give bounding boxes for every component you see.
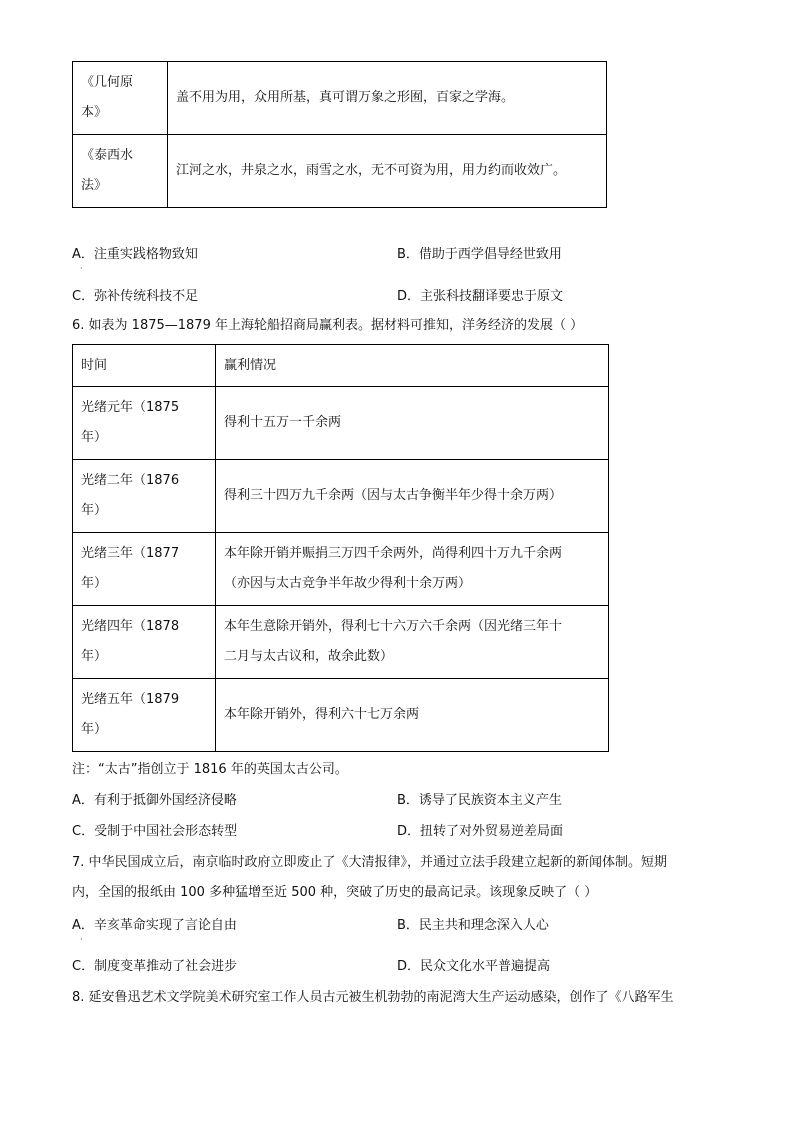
book-title-line: 本》 xyxy=(81,105,108,120)
time-line: 年） xyxy=(81,576,108,591)
book-title-cell xyxy=(73,62,168,135)
book-title-line: 《泰西水 xyxy=(81,148,134,163)
q5-option-d: D．主张科技翻译要忠于原文 xyxy=(397,289,564,304)
q7-stem-line: 7. 中华民国成立后，南京临时政府立即废止了《大清报律》，并通过立法手段建立起新的新闻体制。短期 xyxy=(72,855,668,870)
q6-option-a: A．有利于抵御外国经济侵略 xyxy=(72,793,237,808)
profit-line: 本年生意除开销外，得利七十六万六千余两（因光绪三年十 xyxy=(224,619,563,634)
time-cell xyxy=(73,460,216,533)
time-line: 年） xyxy=(81,430,108,445)
profit-line: 二月与太古议和，故余此数） xyxy=(224,649,394,664)
quote-cell: 盖不用为用，众用所基，真可谓万象之形囿，百家之学海。 xyxy=(168,62,607,135)
table-row xyxy=(73,533,609,606)
q6-option-d: D．扭转了对外贸易逆差局面 xyxy=(397,824,564,839)
profit-line: 本年除开销外，得利六十七万余两 xyxy=(224,707,420,722)
profit-cell xyxy=(216,679,609,752)
profit-cell xyxy=(216,606,609,679)
book-title-line: 法》 xyxy=(81,178,108,193)
q5-option-c: C．弥补传统科技不足 xyxy=(72,289,199,304)
table-row xyxy=(73,606,609,679)
q8-stem-line: 8. 延安鲁迅艺术文学院美术研究室工作人员古元被生机勃勃的南泥湾大生产运动感染，创作了《八路军生 xyxy=(72,990,674,1005)
q5-option-a: A．注重实践格物致知 xyxy=(72,247,198,262)
time-cell xyxy=(73,679,216,752)
time-cell xyxy=(73,387,216,460)
book-title-cell xyxy=(73,135,168,208)
column-header-time: 时间 xyxy=(73,345,216,387)
profit-line: 得利十五万一千余两 xyxy=(224,415,342,430)
book-title-line: 《几何原 xyxy=(81,75,134,90)
table-row xyxy=(73,679,609,752)
time-cell xyxy=(73,533,216,606)
q7-option-d: D．民众文化水平普遍提高 xyxy=(397,959,551,974)
time-line: 光绪二年（1876 xyxy=(81,473,180,488)
q6-stem: 6. 如表为 1875—1879 年上海轮船招商局赢利表。据材料可推知，洋务经济的发展（ ） xyxy=(72,318,584,333)
time-line: 光绪五年（1879 xyxy=(81,692,180,707)
time-line: 光绪四年（1878 xyxy=(81,619,180,634)
column-header-profit: 赢利情况 xyxy=(216,345,609,387)
q7-stem-line: 内，全国的报纸由 100 多种猛增至近 500 种，突破了历史的最高记录。该现象反映了（ ） xyxy=(72,885,598,900)
profit-cell xyxy=(216,460,609,533)
table-row xyxy=(73,460,609,533)
q6-option-b: B．诱导了民族资本主义产生 xyxy=(397,793,562,808)
q6-note: 注：“太古”指创立于 1816 年的英国太古公司。 xyxy=(72,762,348,777)
time-line: 年） xyxy=(81,503,108,518)
emphasis-dot: · xyxy=(80,264,83,273)
profit-cell xyxy=(216,533,609,606)
q7-option-a: A．辛亥革命实现了言论自由 xyxy=(72,918,237,933)
emphasis-dot: · xyxy=(80,935,83,944)
profit-line: 得利三十四万九千余两（因与太古争衡半年少得十余万两） xyxy=(224,488,563,503)
profit-table xyxy=(72,344,609,752)
table-row xyxy=(73,62,607,135)
time-cell xyxy=(73,606,216,679)
table-row xyxy=(73,387,609,460)
q5-option-b: B．借助于西学倡导经世致用 xyxy=(397,247,562,262)
time-line: 光绪三年（1877 xyxy=(81,546,180,561)
q7-option-c: C．制度变革推动了社会进步 xyxy=(72,959,238,974)
quote-cell: 江河之水，井泉之水，雨雪之水，无不可资为用，用力约而收效广。 xyxy=(168,135,607,208)
time-line: 光绪元年（1875 xyxy=(81,400,180,415)
table-header-row xyxy=(73,345,609,387)
time-line: 年） xyxy=(81,649,108,664)
profit-line: 本年除开销并赈捐三万四千余两外，尚得利四十万九千余两 xyxy=(224,546,563,561)
q7-option-b: B．民主共和理念深入人心 xyxy=(397,918,549,933)
table-row xyxy=(73,135,607,208)
q6-option-c: C．受制于中国社会形态转型 xyxy=(72,824,238,839)
quote-table xyxy=(72,61,607,208)
profit-line: （亦因与太古竞争半年故少得利十余万两） xyxy=(224,576,472,591)
profit-cell xyxy=(216,387,609,460)
time-line: 年） xyxy=(81,722,108,737)
